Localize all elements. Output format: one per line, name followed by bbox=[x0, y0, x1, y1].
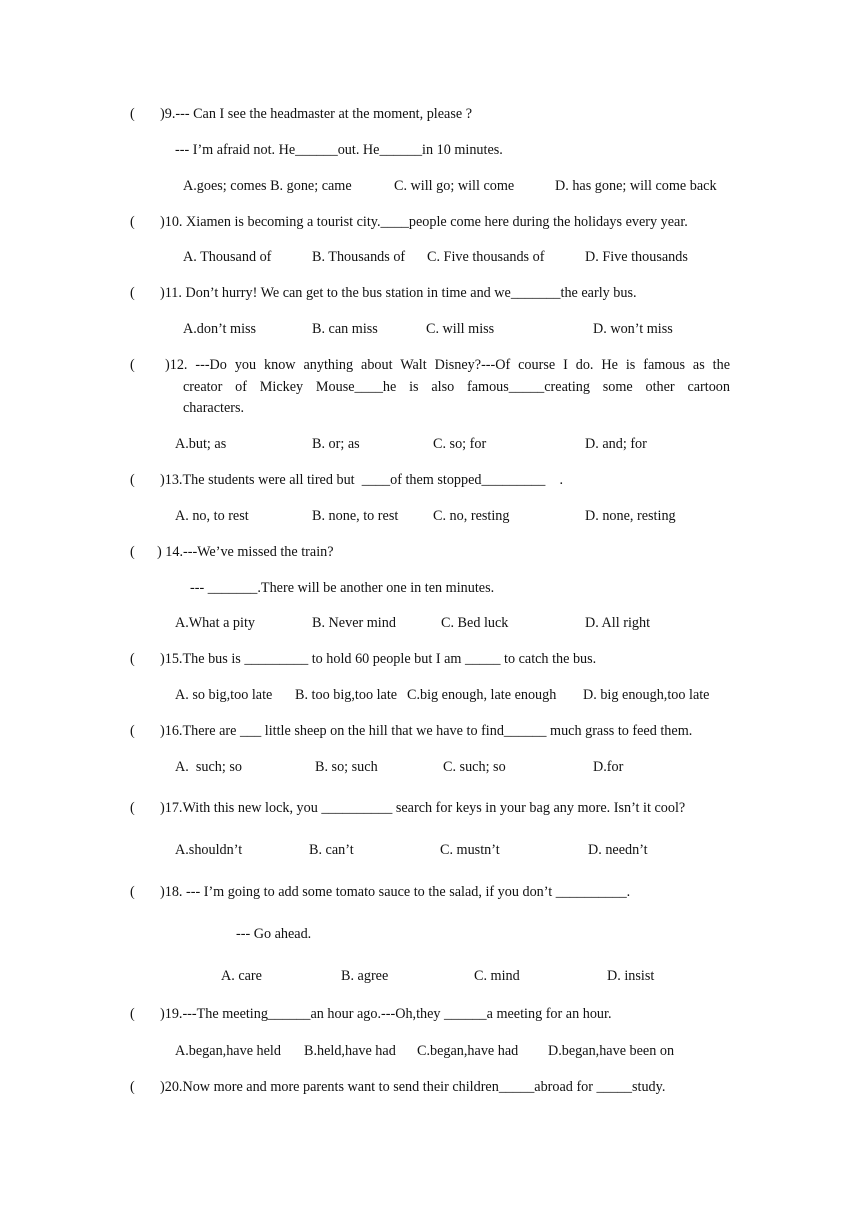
question-12-stem-line-2: creator of Mickey Mouse____he is also famous_____creating some other cartoon bbox=[183, 379, 730, 395]
question-16-option-d: D.for bbox=[593, 759, 624, 775]
question-18-option-d: D. insist bbox=[607, 968, 655, 984]
question-11-option-a: A.don’t miss bbox=[183, 321, 257, 337]
answer-blank-q17: ( bbox=[130, 800, 135, 816]
answer-blank-q19: ( bbox=[130, 1006, 135, 1022]
question-14-option-a: A.What a pity bbox=[175, 615, 255, 631]
question-15-option-a: A. so big,too late bbox=[175, 687, 273, 703]
answer-blank-q10: ( bbox=[130, 214, 135, 230]
question-10-option-b: B. Thousands of bbox=[312, 249, 406, 265]
question-16-option-a: A. such; so bbox=[175, 759, 242, 775]
answer-blank-q14: ( bbox=[130, 544, 135, 560]
question-20-stem: )20.Now more and more parents want to send their children_____abroad for _____study. bbox=[160, 1079, 666, 1095]
question-10-option-d: D. Five thousands bbox=[585, 249, 688, 265]
question-11-option-d: D. won’t miss bbox=[593, 321, 673, 337]
question-14-option-c: C. Bed luck bbox=[441, 615, 509, 631]
question-18-reply: --- Go ahead. bbox=[236, 926, 312, 942]
question-11-option-b: B. can miss bbox=[312, 321, 378, 337]
question-13-option-a: A. no, to rest bbox=[175, 508, 249, 524]
question-19-option-c: C.began,have had bbox=[417, 1043, 519, 1059]
question-16-option-c: C. such; so bbox=[443, 759, 506, 775]
question-17-option-a: A.shouldn’t bbox=[175, 842, 243, 858]
question-13-option-b: B. none, to rest bbox=[312, 508, 399, 524]
question-10-option-a: A. Thousand of bbox=[183, 249, 272, 265]
answer-blank-q12: ( bbox=[130, 357, 135, 373]
question-17-option-c: C. mustn’t bbox=[440, 842, 500, 858]
question-19-option-d: D.began,have been on bbox=[548, 1043, 675, 1059]
answer-blank-q13: ( bbox=[130, 472, 135, 488]
question-15-option-d: D. big enough,too late bbox=[583, 687, 710, 703]
question-10-stem: )10. Xiamen is becoming a tourist city.____people come here during the holidays every year. bbox=[160, 214, 688, 230]
question-12-stem-line-3: characters. bbox=[183, 400, 245, 416]
question-9-option-c: C. will go; will come bbox=[394, 178, 515, 194]
question-18-option-c: C. mind bbox=[474, 968, 520, 984]
question-15-option-b: B. too big,too late bbox=[295, 687, 398, 703]
question-11-option-c: C. will miss bbox=[426, 321, 495, 337]
question-16-stem: )16.There are ___ little sheep on the hill that we have to find______ much grass to feed them. bbox=[160, 723, 693, 739]
question-17-option-d: D. needn’t bbox=[588, 842, 648, 858]
answer-blank-q18: ( bbox=[130, 884, 135, 900]
question-11-stem: )11. Don’t hurry! We can get to the bus station in time and we_______the early bus. bbox=[160, 285, 637, 301]
question-9-option-d: D. has gone; will come back bbox=[555, 178, 717, 194]
question-9-stem: )9.--- Can I see the headmaster at the moment, please ? bbox=[160, 106, 472, 122]
question-14-option-d: D. All right bbox=[585, 615, 651, 631]
answer-blank-q20: ( bbox=[130, 1079, 135, 1095]
question-16-option-b: B. so; such bbox=[315, 759, 378, 775]
question-13-option-c: C. no, resting bbox=[433, 508, 510, 524]
question-12-option-c: C. so; for bbox=[433, 436, 487, 452]
question-18-option-b: B. agree bbox=[341, 968, 389, 984]
answer-blank-q15: ( bbox=[130, 651, 135, 667]
question-17-stem: )17.With this new lock, you __________ search for keys in your bag any more. Isn’t it cool? bbox=[160, 800, 686, 816]
question-17-option-b: B. can’t bbox=[309, 842, 354, 858]
question-10-option-c: C. Five thousands of bbox=[427, 249, 545, 265]
answer-blank-q9: ( bbox=[130, 106, 135, 122]
answer-blank-q16: ( bbox=[130, 723, 135, 739]
question-15-stem: )15.The bus is _________ to hold 60 people but I am _____ to catch the bus. bbox=[160, 651, 597, 667]
question-14-reply: --- _______.There will be another one in ten minutes. bbox=[190, 580, 495, 596]
question-12-option-a: A.but; as bbox=[175, 436, 227, 452]
question-19-stem: )19.---The meeting______an hour ago.---Oh,they ______a meeting for an hour. bbox=[160, 1006, 612, 1022]
question-18-stem: )18. --- I’m going to add some tomato sauce to the salad, if you don’t __________. bbox=[160, 884, 631, 900]
question-18-option-a: A. care bbox=[221, 968, 262, 984]
question-19-option-b: B.held,have had bbox=[304, 1043, 396, 1059]
answer-blank-q11: ( bbox=[130, 285, 135, 301]
question-12-stem-line-1: )12. ---Do you know anything about Walt Disney?---Of course I do. He is famous as the bbox=[165, 357, 730, 373]
question-13-option-d: D. none, resting bbox=[585, 508, 676, 524]
question-19-option-a: A.began,have held bbox=[175, 1043, 281, 1059]
question-15-option-c: C.big enough, late enough bbox=[407, 687, 557, 703]
question-9-reply: --- I’m afraid not. He______out. He______in 10 minutes. bbox=[175, 142, 503, 158]
question-13-stem: )13.The students were all tired but ____of them stopped_________ . bbox=[160, 472, 564, 488]
question-9-option-ab: A.goes; comes B. gone; came bbox=[183, 178, 352, 194]
question-12-option-b: B. or; as bbox=[312, 436, 360, 452]
question-14-stem: ) 14.---We’ve missed the train? bbox=[157, 544, 334, 560]
question-12-option-d: D. and; for bbox=[585, 436, 647, 452]
question-14-option-b: B. Never mind bbox=[312, 615, 396, 631]
